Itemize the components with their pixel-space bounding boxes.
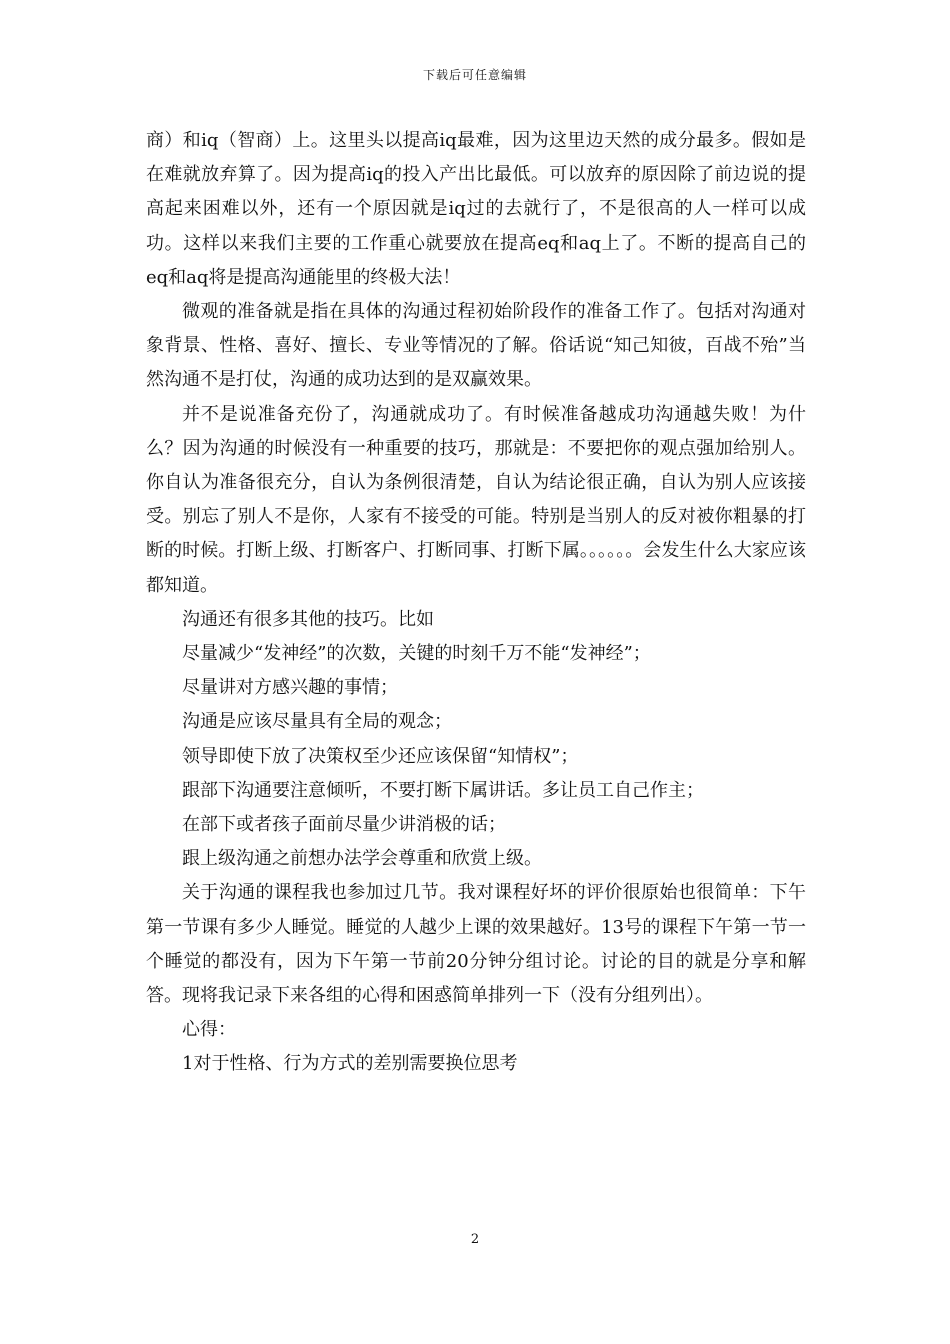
paragraph-course-notes: 关于沟通的课程我也参加过几节。我对课程好坏的评价很原始也很简单：下午第一节课有多少人睡觉。睡觉的人越少上课的效果越好。13号的课程下午第一节一个睡觉的都没有，因为下午第一节前20分钟分组讨论。讨论的目的就是分享和解答。现将我记录下来各组的心得和困惑简单排列一下（没有分组列出）。 xyxy=(146,882,806,1007)
list-item: 沟通还有很多其他的技巧。比如 xyxy=(182,608,434,630)
list-item: 尽量讲对方感兴趣的事情； xyxy=(182,677,398,699)
paragraph-continuation: 商）和iq（智商）上。这里头以提高iq最难，因为这里边天然的成分最多。假如是在难就放弃算了。因为提高iq的投入产出比最低。可以放弃的原因除了前边说的提高起来困难以外，还有一个原因就是iq过的去就行了，不是很高的人一样可以成功。这样以来我们主要的工作重心就要放在提高eq和aq上了。不断的提高自己的eq和aq将是提高沟通能里的终极大法！ xyxy=(146,130,806,288)
page-header: 下载后可任意编辑 xyxy=(422,68,527,82)
list-item: 1对于性格、行为方式的差别需要换位思考 xyxy=(182,1053,518,1075)
page-number: 2 xyxy=(470,1232,480,1247)
list-item: 领导即使下放了决策权至少还应该保留“知情权”； xyxy=(182,745,579,767)
paragraph-micro-preparation: 微观的准备就是指在具体的沟通过程初始阶段作的准备工作了。包括对沟通对象背景、性格、喜好、擅长、专业等情况的了解。俗话说“知己知彼，百战不殆”当然沟通不是打仗，沟通的成功达到的是双赢效果。 xyxy=(146,301,806,391)
list-item: 跟部下沟通要注意倾听，不要打断下属讲话。多让员工自己作主； xyxy=(182,779,704,801)
section-heading: 心得： xyxy=(182,1019,236,1041)
list-item: 跟上级沟通之前想办法学会尊重和欣赏上级。 xyxy=(182,848,542,870)
list-item: 在部下或者孩子面前尽量少讲消极的话； xyxy=(182,814,506,836)
list-item: 尽量减少“发神经”的次数，关键的时刻千万不能“发神经”； xyxy=(182,643,651,665)
list-item: 沟通是应该尽量具有全局的观念； xyxy=(182,711,452,733)
paragraph-preparation-success: 并不是说准备充份了，沟通就成功了。有时候准备越成功沟通越失败！为什么？因为沟通的时候没有一种重要的技巧，那就是：不要把你的观点强加给别人。你自认为准备很充分，自认为条例很清楚，自认为结论很正确，自认为别人应该接受。别忘了别人不是你，人家有不接受的可能。特别是当别人的反对被你粗暴的打断的时候。打断上级、打断客户、打断同事、打断下属。。。。。。会发生什么大家应该都知道。 xyxy=(146,403,806,596)
document-body xyxy=(146,124,806,1082)
